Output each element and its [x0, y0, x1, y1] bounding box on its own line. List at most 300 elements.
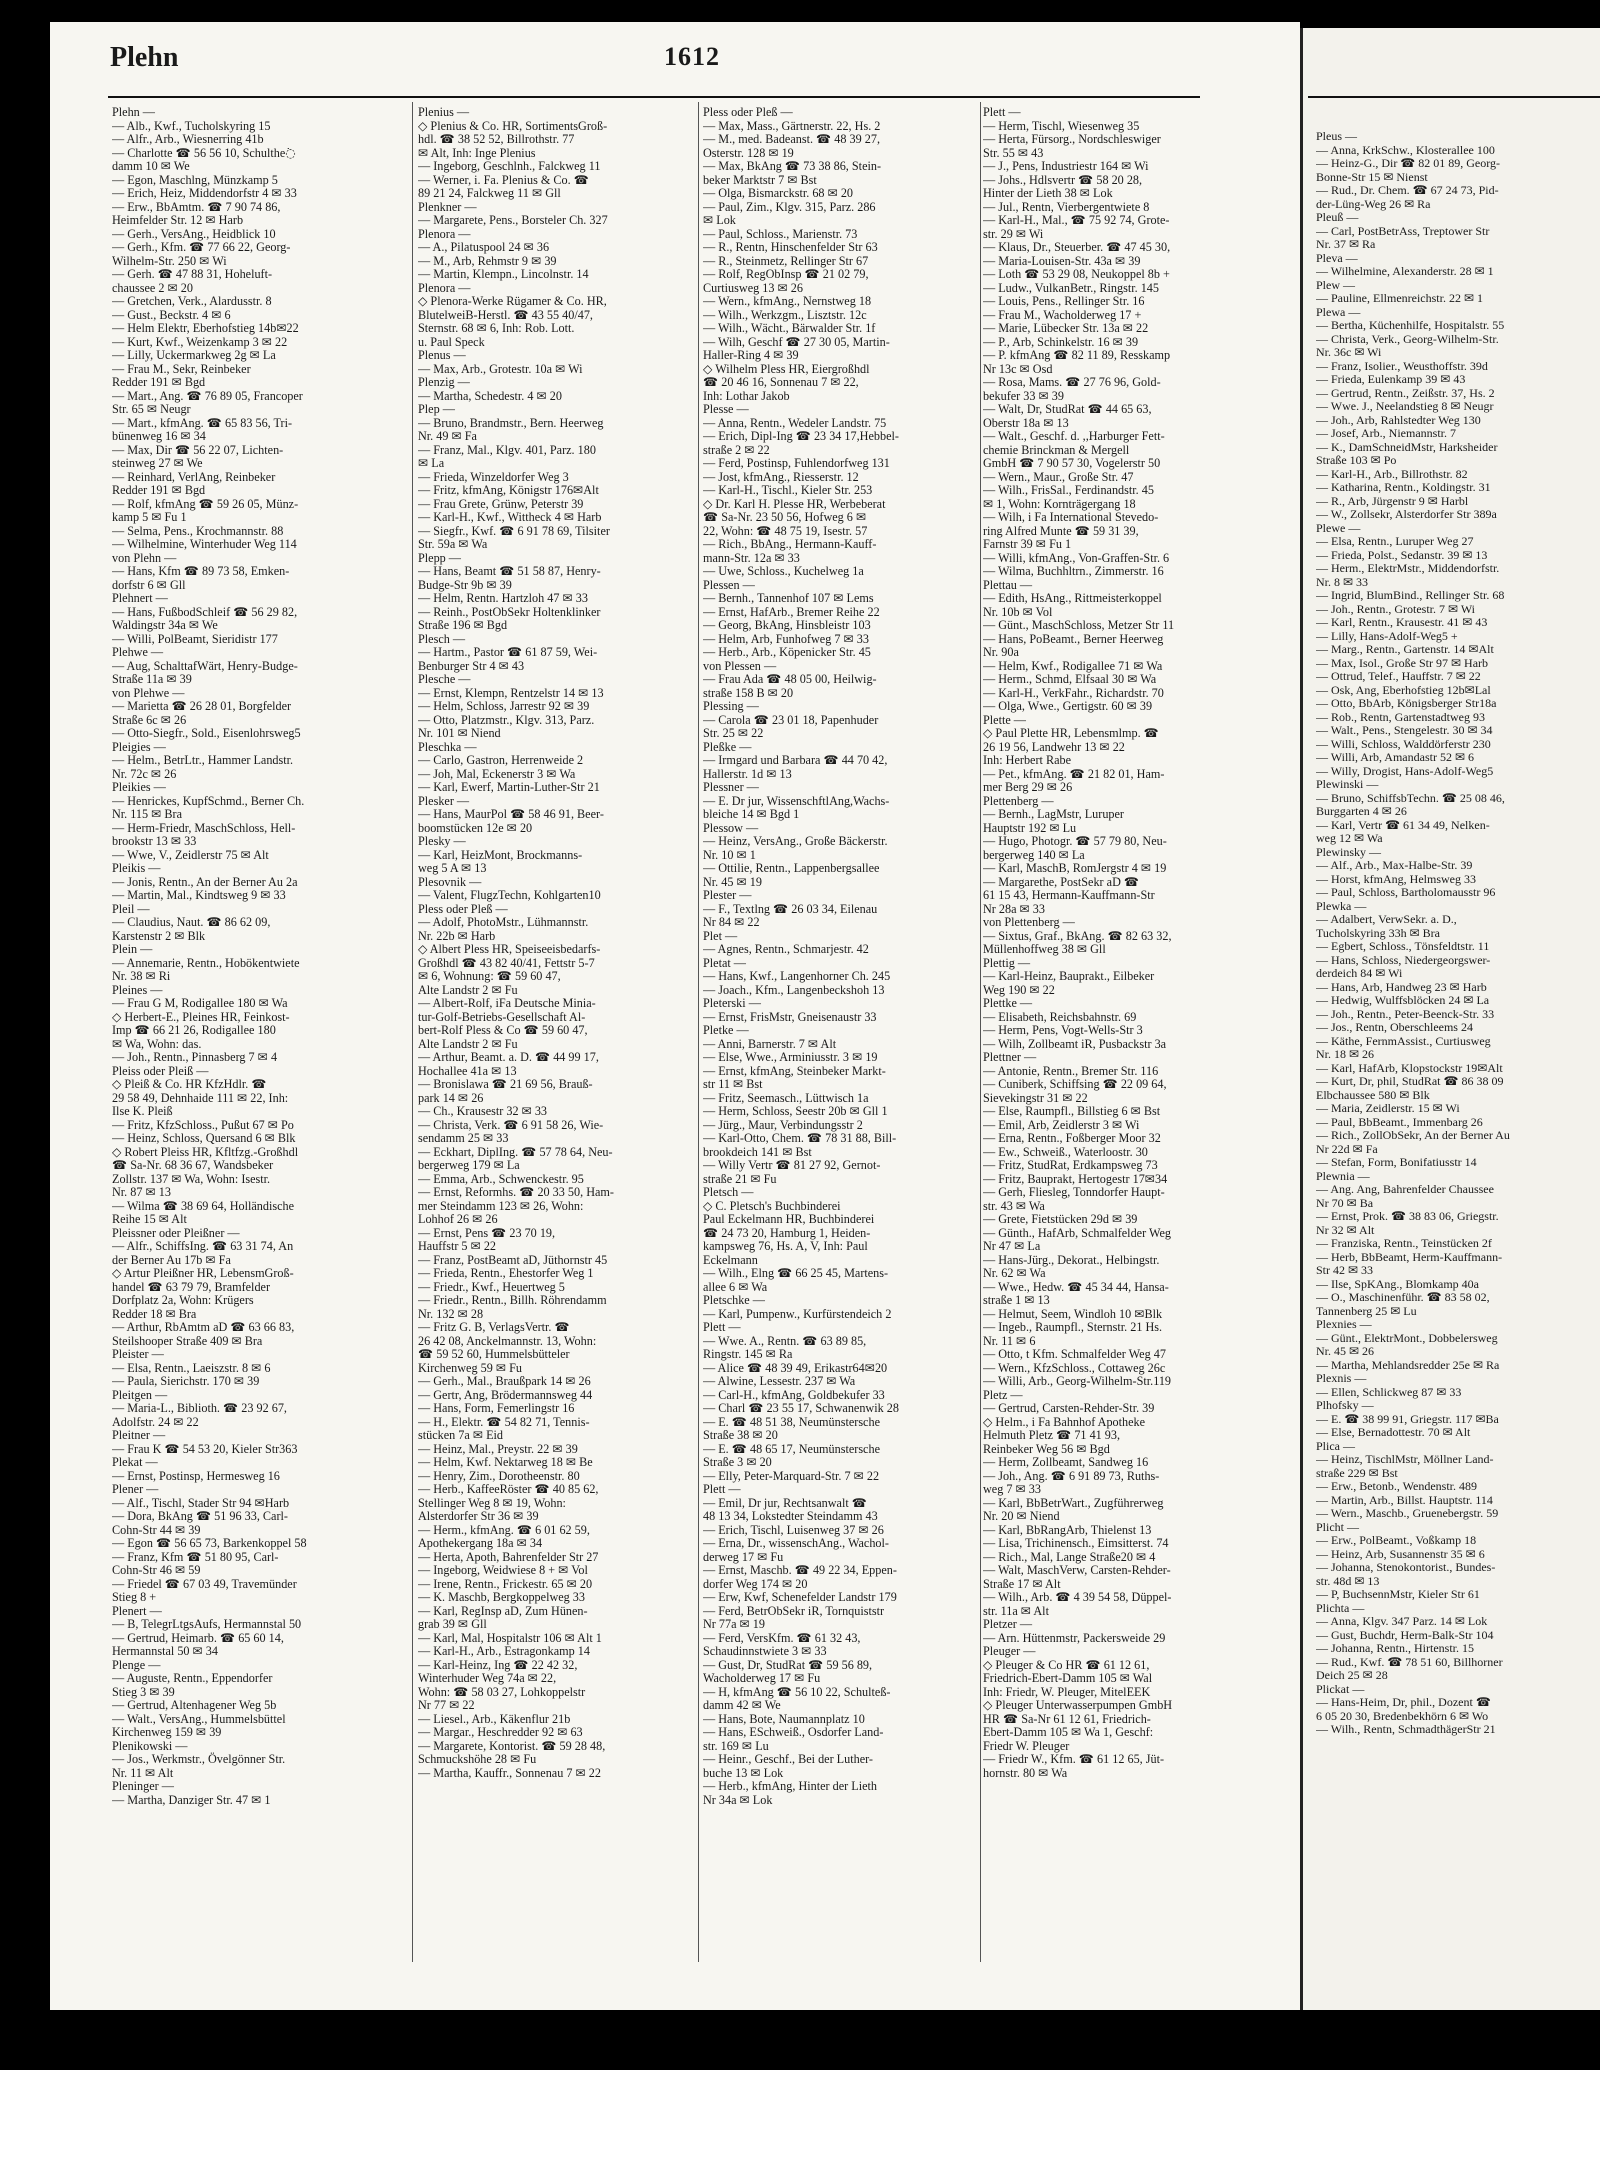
- directory-entry-line: Pleiss oder Pleiß —: [112, 1063, 209, 1078]
- directory-entry-line: — Frieda, Polst., Sedanstr. 39 ✉ 13: [1316, 547, 1488, 562]
- directory-entry-line: — Wilma, Buchhltrn., Zimmerstr. 16: [983, 564, 1164, 578]
- directory-entry-line: — Jost, kfmAng., Riesserstr. 12: [703, 469, 859, 484]
- directory-entry-line: — Fritz, KfzSchloss., Pußut 67 ✉ Po: [112, 1117, 294, 1132]
- directory-entry-line: — Karl-H., Arb., Billrothstr. 82: [1316, 466, 1468, 481]
- directory-entry-line: — Frieda, Eulenkamp 39 ✉ 43: [1316, 372, 1466, 386]
- directory-entry-line: Wacholderweg 17 ✉ Fu: [703, 1671, 821, 1685]
- directory-entry-line: Pleissner oder Pleißner —: [112, 1225, 240, 1240]
- directory-entry-line: — Joh., Arb, Rahlstedter Weg 130: [1316, 412, 1481, 427]
- directory-entry-line: 61 15 43, Hermann-Kauffmann-Str: [983, 888, 1155, 902]
- directory-entry-line: — Ludw., VulkanBetr., Ringstr. 145: [983, 280, 1159, 295]
- directory-entry-line: — Maria-Louisen-Str. 43a ✉ 39: [983, 253, 1141, 268]
- directory-entry-line: Pletke —: [703, 1023, 749, 1037]
- directory-entry-line: ☎ 59 52 60, Hummelsbütteler: [418, 1347, 570, 1361]
- directory-entry-line: Nr. 45 ✉ 19: [703, 874, 762, 889]
- directory-entry-line: Eckelmann: [703, 1252, 758, 1267]
- directory-entry-line: — Adalbert, VerwSekr. a. D.,: [1316, 912, 1457, 926]
- directory-entry-line: — Wilma ☎ 38 69 64, Holländische: [112, 1198, 295, 1213]
- directory-entry-line: — Ang. Ang, Bahrenfelder Chaussee: [1316, 1182, 1494, 1196]
- directory-entry-line: Nr 77a ✉ 19: [703, 1617, 765, 1631]
- directory-entry-line: — Gertrud, Heimarb. ☎ 65 60 14,: [112, 1630, 284, 1645]
- directory-entry-line: — Else, Raumpfl., Billstieg 6 ✉ Bst: [983, 1104, 1161, 1118]
- directory-entry-line: Hauptstr 192 ✉ Lu: [983, 820, 1077, 835]
- directory-entry-line: — Friedel ☎ 67 03 49, Travemünder: [112, 1576, 297, 1591]
- directory-entry-line: Straße 6c ✉ 26: [112, 712, 187, 727]
- directory-entry-line: ✉ Wa, Wohn: das.: [112, 1036, 202, 1051]
- directory-entry-line: Budge-Str 9b ✉ 39: [418, 577, 512, 592]
- directory-entry-line: — Fritz, Bauprakt, Hertogestr 17✉34: [983, 1171, 1168, 1186]
- directory-entry-line: — Rud., Dr. Chem. ☎ 67 24 73, Pid-: [1316, 183, 1499, 197]
- directory-entry-line: Nr. 90a: [983, 645, 1019, 659]
- directory-entry-line: ◇ C. Pletsch's Buchbinderei: [703, 1198, 841, 1213]
- directory-entry-line: Plettau —: [983, 577, 1033, 592]
- directory-entry-line: dorfstr 6 ✉ Gll: [112, 577, 186, 592]
- directory-entry-line: — Karl, BbBetrWart., Zugführerweg: [983, 1495, 1164, 1510]
- directory-entry-line: — Heinz-G., Dir ☎ 82 01 89, Georg-: [1316, 156, 1501, 170]
- directory-entry-line: Nr 22d ✉ Fa: [1316, 1141, 1378, 1156]
- directory-entry-line: — Willi, kfmAng., Von-Graffen-Str. 6: [983, 550, 1170, 565]
- directory-entry-line: Nr. 22b ✉ Harb: [418, 928, 496, 943]
- directory-entry-line: — Jos., Rentn, Oberschleems 24: [1316, 1020, 1473, 1034]
- directory-entry-line: weg 7 ✉ 33: [983, 1482, 1041, 1496]
- directory-entry-line: — Johanna, Rentn., Hirtenstr. 15: [1316, 1641, 1474, 1655]
- directory-entry-line: — Fritz, StudRat, Erdkampsweg 73: [983, 1158, 1158, 1172]
- directory-entry-line: Nr. 36c ✉ Wi: [1316, 345, 1382, 359]
- directory-entry-line: — Selma, Pens., Krochmannstr. 88: [112, 523, 284, 538]
- directory-entry-line: Str. 59a ✉ Wa: [418, 537, 488, 551]
- directory-entry-line: — Gust., Beckstr. 4 ✉ 6: [112, 307, 231, 322]
- directory-entry-line: — Walt, Dr, StudRat ☎ 44 65 63,: [983, 402, 1152, 416]
- directory-entry-line: — Emil, Arb, Zeidlerstr 3 ✉ Wi: [983, 1117, 1140, 1132]
- directory-entry-line: sendamm 25 ✉ 33: [418, 1131, 509, 1145]
- directory-entry-line: — Ingrid, BlumBind., Rellinger Str. 68: [1316, 588, 1505, 602]
- directory-entry-line: Str. 65 ✉ Neugr: [112, 402, 191, 416]
- directory-entry-line: — Heinz, Schloss, Quersand 6 ✉ Blk: [112, 1131, 296, 1145]
- directory-entry-line: — P. kfmAng ☎ 82 11 89, Resskamp: [983, 348, 1171, 362]
- directory-entry-line: — K. Maschb, Bergkoppelweg 33: [418, 1590, 585, 1604]
- directory-entry-line: — Ernst, Pens ☎ 23 70 19,: [418, 1225, 556, 1240]
- directory-entry-line: park 14 ✉ 26: [418, 1090, 484, 1105]
- directory-entry-line: Plessen —: [703, 577, 755, 592]
- directory-entry-line: Plein —: [112, 942, 153, 956]
- directory-entry-line: — Franziska, Rentn., Teinstücken 2f: [1316, 1236, 1492, 1250]
- directory-entry-line: — Gertrud, Rentn., Zeißstr. 37, Hs. 2: [1316, 385, 1495, 400]
- directory-entry-line: Redder 191 ✉ Bgd: [112, 483, 206, 497]
- directory-entry-line: Nr. 115 ✉ Bra: [112, 807, 183, 821]
- directory-entry-line: Pleva —: [1316, 250, 1358, 265]
- directory-entry-line: Plenora —: [418, 226, 471, 241]
- directory-entry-line: Bonne-Str 15 ✉ Nienst: [1316, 169, 1428, 184]
- directory-entry-line: — Erw, Kwf, Schenefelder Landstr 179: [703, 1590, 897, 1604]
- directory-entry-line: — Charl ☎ 23 55 17, Schwanenwik 28: [703, 1401, 899, 1415]
- directory-entry-line: — Herm., ElektrMstr., Middendorfstr.: [1316, 561, 1500, 575]
- directory-entry-line: — Rich., BbAng., Hermann-Kauff-: [703, 537, 877, 551]
- directory-entry-line: — Rob., Rentn, Gartenstadtweg 93: [1316, 709, 1485, 724]
- directory-entry-line: Pless oder Pleß —: [703, 106, 793, 119]
- directory-entry-line: von Plettenberg —: [983, 915, 1075, 929]
- directory-entry-line: — Herm, Tischl, Wiesenweg 35: [983, 118, 1140, 133]
- directory-entry-line: — Ernst, Reformhs. ☎ 20 33 50, Ham-: [418, 1185, 614, 1199]
- directory-entry-line: — Herb., kfmAng, Hinter der Lieth: [703, 1779, 877, 1793]
- directory-entry-line: — Dora, BkAng ☎ 51 96 33, Carl-: [112, 1509, 288, 1523]
- directory-entry-line: ◇ Dr. Karl H. Plesse HR, Werbeberat: [703, 496, 886, 511]
- directory-entry-line: — Johanna, Stenokontorist., Bundes-: [1316, 1560, 1496, 1574]
- directory-entry-line: — H, kfmAng ☎ 56 10 22, Schulteß-: [703, 1684, 891, 1699]
- directory-entry-line: — Gust, Buchdr, Herm-Balk-Str 104: [1316, 1627, 1494, 1642]
- directory-entry-line: — Rud., Kwf. ☎ 78 51 60, Billhorner: [1316, 1654, 1503, 1669]
- directory-entry-line: — Gerh. ☎ 47 88 31, Hoheluft-: [112, 267, 273, 281]
- directory-entry-line: Schaudinnstwiete 3 ✉ 33: [703, 1644, 827, 1658]
- directory-entry-line: Plhofsky —: [1316, 1398, 1374, 1412]
- directory-entry-line: — Charlotte ☎ 56 56 10, Schulthe߭: [112, 145, 296, 160]
- directory-entry-line: — Frau Ada ☎ 48 05 00, Heilwig-: [703, 672, 877, 686]
- directory-entry-line: — Walt, MaschVerw, Carsten-Rehder-: [983, 1563, 1171, 1577]
- directory-entry-line: — Hans-Jürg., Dekorat., Helbingstr.: [983, 1252, 1160, 1267]
- directory-entry-line: str. 43 ✉ Wa: [983, 1198, 1045, 1213]
- directory-entry-line: — Käthe, FernmAssist., Curtiusweg: [1316, 1033, 1491, 1048]
- directory-entry-line: — Erna, Dr., wissenschAng., Wachol-: [703, 1536, 889, 1550]
- column-divider: [698, 102, 699, 1962]
- directory-entry-line: — Otto, t Kfm. Schmalfelder Weg 47: [983, 1347, 1166, 1361]
- directory-entry-line: ✉ La: [418, 456, 445, 470]
- directory-entry-line: — Alf., Tischl, Stader Str 94 ✉Harb: [112, 1495, 290, 1510]
- directory-entry-line: — Helm, Schloss, Jarrestr 92 ✉ 39: [418, 699, 590, 713]
- directory-entry-line: — Jos., Werkmstr., Övelgönner Str.: [112, 1752, 286, 1766]
- directory-entry-line: Pleterski —: [703, 996, 761, 1010]
- directory-entry-line: — Ingeb., Raumpfl., Sternstr. 21 Hs.: [983, 1320, 1163, 1334]
- directory-entry-line: ✉ Alt, Inh: Inge Plenius: [418, 145, 536, 160]
- directory-entry-line: — Carlo, Gastron, Herrenweide 2: [418, 753, 584, 767]
- directory-entry-line: Pless oder Pleß —: [418, 901, 508, 916]
- directory-entry-line: Plenzig —: [418, 375, 470, 389]
- directory-entry-line: — Albert-Rolf, iFa Deutsche Minia-: [418, 996, 596, 1010]
- directory-entry-line: ◇ Wilhelm Pless HR, Eiergroßhdl: [703, 361, 870, 376]
- directory-entry-line: — Frau M., Sekr, Reinbeker: [112, 361, 251, 376]
- directory-entry-line: — Ch., Krausestr 32 ✉ 33: [418, 1104, 548, 1118]
- directory-entry-line: — Margarete, Pens., Borsteler Ch. 327: [418, 213, 608, 227]
- directory-entry-line: — Hedwig, Wulffsblöcken 24 ✉ La: [1316, 993, 1490, 1007]
- directory-entry-line: — B, TelegrLtgsAufs, Hermannstal 50: [112, 1617, 302, 1631]
- directory-entry-line: kampsweg 76, Hs. A, V, Inh: Paul: [703, 1239, 868, 1253]
- directory-entry-line: — Bertha, Küchenhilfe, Hospitalstr. 55: [1316, 318, 1505, 332]
- directory-entry-line: — Rolf, kfmAng ☎ 59 26 05, Münz-: [112, 496, 299, 511]
- directory-entry-line: ✉ 6, Wohnung: ☎ 59 60 47,: [418, 969, 561, 983]
- directory-entry-line: ◇ Herbert-E., Pleines HR, Feinkost-: [112, 1009, 290, 1024]
- directory-entry-line: — Ferd, VersKfm. ☎ 61 32 43,: [703, 1630, 861, 1645]
- directory-entry-line: — Frau K ☎ 54 53 20, Kieler Str363: [112, 1441, 298, 1456]
- directory-entry-line: Nr. 11 ✉ Alt: [112, 1765, 174, 1780]
- directory-entry-line: allee 6 ✉ Wa: [703, 1279, 768, 1294]
- directory-entry-line: — Max, Dir ☎ 56 22 07, Lichten-: [112, 442, 284, 457]
- directory-entry-line: — Karl, Ewerf, Martin-Luther-Str 21: [418, 780, 600, 794]
- directory-entry-line: — Wilh., Wächt., Bärwalder Str. 1f: [703, 321, 876, 335]
- directory-entry-line: — Erna, Rentn., Foßberger Moor 32: [983, 1131, 1161, 1145]
- directory-entry-line: — Henrickes, KupfSchmd., Berner Ch.: [112, 793, 305, 808]
- directory-entry-line: — Ernst, Postinsp, Hermesweg 16: [112, 1468, 280, 1483]
- directory-entry-line: — Günth., HafArb, Schmalfelder Weg: [983, 1225, 1171, 1240]
- directory-entry-line: — Mart., Ang. ☎ 76 89 05, Francoper: [112, 388, 303, 403]
- directory-entry-line: — Martin, Klempn., Lincolnstr. 14: [418, 267, 589, 281]
- directory-entry-line: — Else, Wwe., Arminiusstr. 3 ✉ 19: [703, 1050, 878, 1064]
- directory-entry-line: damm 42 ✉ We: [703, 1698, 781, 1712]
- directory-entry-line: Hermannstal 50 ✉ 34: [112, 1644, 218, 1658]
- directory-entry-line: — E. ☎ 48 51 38, Neumünstersche: [703, 1414, 880, 1429]
- directory-entry-line: — Willi, PolBeamt, Sieridistr 177: [112, 631, 278, 646]
- directory-entry-line: — Wilh., Arb. ☎ 4 39 54 58, Düppel-: [983, 1590, 1172, 1604]
- directory-entry-line: — Frau G M, Rodigallee 180 ✉ Wa: [112, 996, 288, 1010]
- directory-entry-line: — Marietta ☎ 26 28 01, Borgfelder: [112, 699, 292, 713]
- directory-entry-line: — Herm-Friedr, MaschSchloss, Hell-: [112, 820, 296, 835]
- directory-entry-line: ◇ Pleuger Unterwasserpumpen GmbH: [983, 1698, 1173, 1712]
- directory-entry-line: — Martha, Danziger Str. 47 ✉ 1: [112, 1792, 271, 1807]
- directory-entry-line: Nr 34a ✉ Lok: [703, 1792, 773, 1807]
- directory-entry-line: — Josef, Arb., Niemannstr. 7: [1316, 426, 1456, 440]
- directory-entry-line: Nr. 10 ✉ 1: [703, 847, 756, 862]
- directory-entry-line: — Ferd, Postinsp, Fuhlendorfweg 131: [703, 456, 890, 470]
- directory-entry-line: — Jul., Rentn, Vierbergentwiete 8: [983, 199, 1150, 214]
- directory-entry-line: — Gertr, Ang, Brödermannsweg 44: [418, 1387, 593, 1402]
- directory-entry-line: — Arn. Hüttenmstr, Packersweide 29: [983, 1630, 1166, 1645]
- directory-entry-line: — Franz, PostBeamt aD, Jüthornstr 45: [418, 1252, 608, 1267]
- directory-entry-line: bekufer 33 ✉ 39: [983, 388, 1064, 403]
- directory-entry-line: — Klaus, Dr., Steuerber. ☎ 47 45 30,: [983, 240, 1171, 254]
- directory-entry-line: — Margarethe, PostSekr aD ☎: [983, 874, 1140, 889]
- directory-entry-line: — Wilh., Werkzgm., Lisztstr. 12c: [703, 307, 867, 322]
- directory-entry-line: ☎ 20 46 16, Sonnenau 7 ✉ 22,: [703, 375, 859, 389]
- directory-entry-line: — Maria-L., Biblioth. ☎ 23 92 67,: [112, 1401, 287, 1415]
- directory-entry-line: — Rich., ZollObSekr, An der Berner Au: [1316, 1128, 1510, 1142]
- directory-entry-line: — Martha, Mehlandsredder 25e ✉ Ra: [1316, 1357, 1500, 1372]
- directory-entry-line: Deich 25 ✉ 28: [1316, 1668, 1388, 1682]
- directory-entry-line: Osterstr. 128 ✉ 19: [703, 145, 794, 160]
- directory-entry-line: — Helmut, Seem, Windloh 10 ✉Blk: [983, 1306, 1163, 1321]
- directory-entry-line: — Elly, Peter-Marquard-Str. 7 ✉ 22: [703, 1468, 880, 1483]
- directory-entry-line: — Gertrud, Altenhagener Weg 5b: [112, 1698, 277, 1712]
- directory-entry-line: ◇ Albert Pless HR, Speiseeisbedarfs-: [418, 942, 601, 956]
- directory-entry-line: — Stefan, Form, Bonifatiusstr 14: [1316, 1155, 1477, 1169]
- directory-entry-line: — Hans, PoBeamt., Berner Heerweg: [983, 631, 1164, 646]
- directory-entry-line: — Louis, Pens., Rellinger Str. 16: [983, 294, 1145, 308]
- directory-entry-line: Sievekingstr 31 ✉ 22: [983, 1090, 1088, 1105]
- directory-entry-line: Plica —: [1316, 1438, 1355, 1453]
- directory-entry-line: Plesch —: [418, 631, 466, 646]
- directory-entry-line: — Uwe, Schloss., Kuchelweg 1a: [703, 564, 864, 578]
- directory-entry-line: Nr. 8 ✉ 33: [1316, 574, 1369, 589]
- directory-entry-line: Alte Landstr 2 ✉ Fu: [418, 1036, 518, 1051]
- directory-entry-line: — Loth ☎ 53 29 08, Neukoppel 8b +: [983, 267, 1170, 281]
- directory-entry-line: — Helm, Kwf., Rodigallee 71 ✉ Wa: [983, 658, 1163, 673]
- directory-entry-line: ✉ Lok: [703, 213, 736, 227]
- directory-entry-line: bergerweg 140 ✉ La: [983, 847, 1085, 862]
- directory-entry-line: buche 13 ✉ Lok: [703, 1765, 784, 1780]
- directory-entry-line: Nr 84 ✉ 22: [703, 915, 760, 929]
- directory-entry-line: — Joh., Rentn., Peter-Beenck-Str. 33: [1316, 1006, 1495, 1021]
- directory-entry-line: — Katharina, Rentn., Koldingstr. 31: [1316, 480, 1491, 494]
- directory-entry-line: Pleuger —: [983, 1644, 1036, 1658]
- directory-entry-line: beker Marktstr 7 ✉ Bst: [703, 172, 817, 187]
- directory-entry-line: Plewka —: [1316, 898, 1367, 913]
- directory-entry-line: — Hans, Kwf., Langenhorner Ch. 245: [703, 969, 891, 983]
- directory-entry-line: Lohhof 26 ✉ 26: [418, 1212, 498, 1226]
- directory-entry-line: bert-Rolf Pless & Co ☎ 59 60 47,: [418, 1023, 588, 1037]
- directory-entry-line: — Christa, Verk. ☎ 6 91 58 26, Wie-: [418, 1117, 604, 1132]
- directory-entry-line: Straße 196 ✉ Bgd: [418, 618, 508, 632]
- directory-entry-line: 26 42 08, Anckelmannstr. 13, Wohn:: [418, 1333, 597, 1348]
- directory-entry-line: Farnstr 39 ✉ Fu 1: [983, 537, 1072, 551]
- directory-entry-line: — Willi, Arb, Amandastr 52 ✉ 6: [1316, 750, 1475, 764]
- directory-entry-line: — E. ☎ 38 99 91, Griegstr. 117 ✉Ba: [1316, 1411, 1499, 1426]
- directory-entry-line: — Elisabeth, Reichsbahnstr. 69: [983, 1009, 1137, 1024]
- directory-entry-line: — Otto, BbArb, Königsberger Str18a: [1316, 696, 1497, 710]
- directory-entry-line: Plexnies —: [1316, 1317, 1372, 1331]
- directory-entry-line: — Egon ☎ 56 65 73, Barkenkoppel 58: [112, 1536, 307, 1550]
- directory-entry-line: — Friedr., Rentn., Billh. Röhrendamm: [418, 1293, 607, 1307]
- directory-entry-line: — Willy, Drogist, Hans-Adolf-Weg5: [1316, 763, 1494, 778]
- directory-entry-line: — Olga, Bismarckstr. 68 ✉ 20: [703, 186, 854, 200]
- directory-entry-line: Heimfelder Str. 12 ✉ Harb: [112, 213, 244, 227]
- directory-entry-line: Nr. 38 ✉ Ri: [112, 969, 171, 983]
- directory-entry-line: — Arthur, RbAmtm aD ☎ 63 66 83,: [112, 1320, 295, 1334]
- directory-entry-line: Pleßke —: [703, 739, 752, 754]
- directory-entry-line: — Anna, Rentn., Wedeler Landstr. 75: [703, 415, 887, 430]
- directory-entry-line: Nr 13c ✉ Osd: [983, 361, 1053, 376]
- directory-entry-line: — Wern., Maschb., Gruenebergstr. 59: [1316, 1506, 1499, 1520]
- directory-entry-line: Plet —: [703, 928, 738, 943]
- directory-entry-line: Zollstr. 137 ✉ Wa, Wohn: Isestr.: [112, 1171, 271, 1186]
- directory-entry-line: straße 21 ✉ Fu: [703, 1171, 777, 1186]
- directory-entry-line: Cohn-Str 46 ✉ 59: [112, 1563, 201, 1577]
- directory-entry-line: — Karl, HafArb, Klopstockstr 19✉Alt: [1316, 1060, 1503, 1075]
- directory-entry-line: Plesovnik —: [418, 874, 482, 889]
- directory-entry-line: damm 10 ✉ We: [112, 159, 190, 173]
- directory-entry-line: — Joach., Kfm., Langenbeckshoh 13: [703, 982, 885, 997]
- directory-entry-line: Str. 55 ✉ 43: [983, 145, 1044, 160]
- directory-entry-line: — Christa, Verk., Georg-Wilhelm-Str.: [1316, 331, 1499, 346]
- directory-entry-line: Kirchenweg 159 ✉ 39: [112, 1725, 222, 1739]
- directory-entry-line: — Else, Bernadottestr. 70 ✉ Alt: [1316, 1425, 1471, 1439]
- directory-entry-line: — Walt., VersAng., Hummelsbüttel: [112, 1711, 286, 1726]
- directory-entry-line: ◇ Pleuger & Co HR ☎ 61 12 61,: [983, 1657, 1150, 1672]
- directory-entry-line: — Alfr., SchiffsIng. ☎ 63 31 74, An: [112, 1239, 294, 1253]
- directory-entry-line: — Karl-H., Arb., Estragonkamp 14: [418, 1644, 590, 1658]
- directory-entry-line: — Heinz, Arb, Susannenstr 35 ✉ 6: [1316, 1546, 1485, 1561]
- directory-entry-line: — Otto-Siegfr., Sold., Eisenlohrsweg5: [112, 726, 301, 740]
- directory-entry-line: — Irmgard und Barbara ☎ 44 70 42,: [703, 753, 888, 767]
- directory-entry-line: — Willy Vertr ☎ 81 27 92, Gernot-: [703, 1158, 881, 1172]
- directory-entry-line: von Plessen —: [703, 658, 777, 673]
- directory-entry-line: Redder 191 ✉ Bgd: [112, 375, 206, 389]
- directory-entry-line: Hochallee 41a ✉ 13: [418, 1063, 517, 1078]
- directory-entry-line: Nr. 72c ✉ 26: [112, 766, 177, 781]
- directory-entry-line: Plett —: [703, 1320, 741, 1334]
- directory-entry-line: — Frau Grete, Grünw, Peterstr 39: [418, 496, 584, 511]
- directory-entry-line: 22, Wohn: ☎ 48 75 19, Isestr. 57: [703, 523, 868, 538]
- directory-entry-line: Ebert-Damm 105 ✉ Wa 1, Geschf:: [983, 1725, 1154, 1739]
- directory-entry-line: — Bronislawa ☎ 21 69 56, Brauß-: [418, 1077, 593, 1091]
- directory-entry-line: derweg 17 ✉ Fu: [703, 1549, 784, 1564]
- directory-entry-line: — Hugo, Photogr. ☎ 57 79 80, Neu-: [983, 834, 1167, 848]
- directory-entry-line: — Martin, Mal., Kindtsweg 9 ✉ 33: [112, 888, 286, 902]
- directory-entry-line: — Fritz G. B, VerlagsVertr. ☎: [418, 1320, 570, 1334]
- directory-entry-line: Nr 77 ✉ 22: [418, 1698, 475, 1712]
- directory-entry-line: — Günt., MaschSchloss, Metzer Str 11: [983, 618, 1175, 632]
- directory-entry-line: — Auguste, Rentn., Eppendorfer: [112, 1671, 273, 1685]
- directory-entry-line: — Herm, Zollbeamt, Sandweg 16: [983, 1455, 1149, 1469]
- directory-entry-line: str. 29 ✉ Wi: [983, 226, 1044, 241]
- directory-entry-line: Apothekergang 18a ✉ 34: [418, 1536, 543, 1550]
- directory-entry-line: — Herm, Pens, Vogt-Wells-Str 3: [983, 1023, 1143, 1037]
- directory-entry-line: — Ew., Schweiß., Waterloostr. 30: [983, 1144, 1148, 1159]
- directory-entry-line: Benburger Str 4 ✉ 43: [418, 658, 525, 673]
- directory-entry-line: brookstr 13 ✉ 33: [112, 834, 197, 848]
- directory-entry-line: Nr 32 ✉ Alt: [1316, 1222, 1375, 1237]
- directory-entry-line: — Franz, Isolier., Weusthoffstr. 39d: [1316, 358, 1488, 373]
- directory-entry-line: Plekat —: [112, 1455, 158, 1469]
- directory-entry-line: Plett —: [703, 1482, 741, 1496]
- directory-entry-line: Ilse K. Pleiß: [112, 1104, 173, 1118]
- directory-entry-line: str. 11a ✉ Alt: [983, 1603, 1049, 1618]
- directory-entry-line: Str 42 ✉ 33: [1316, 1263, 1374, 1277]
- directory-entry-line: ◇ Artur Pleißner HR, LebensmGroß-: [112, 1266, 294, 1280]
- directory-entry-line: Plepp —: [418, 550, 461, 565]
- directory-entry-line: — Arthur, Beamt. a. D. ☎ 44 99 17,: [418, 1050, 599, 1064]
- directory-entry-line: Haller-Ring 4 ✉ 39: [703, 348, 799, 362]
- directory-entry-line: — Herb, BbBeamt, Herm-Kauffmann-: [1316, 1249, 1503, 1264]
- directory-entry-line: ☎ 24 73 20, Hamburg 1, Heiden-: [703, 1225, 871, 1240]
- directory-entry-line: steinweg 27 ✉ We: [112, 456, 203, 470]
- directory-entry-line: ◇ Robert Pleiss HR, Kfltfzg.-Großhdl: [112, 1144, 299, 1159]
- directory-column-5: [1316, 130, 1596, 1990]
- directory-entry-line: — Erw., BbAmtm. ☎ 7 90 74 86,: [112, 199, 281, 214]
- directory-entry-line: Pleitner —: [112, 1428, 166, 1442]
- directory-entry-line: — Anna, Klgv. 347 Parz. 14 ✉ Lok: [1316, 1614, 1488, 1628]
- directory-entry-line: — Paul, Schloss., Marienstr. 73: [703, 226, 858, 241]
- directory-entry-line: — Heinz, TischlMstr, Möllner Land-: [1316, 1452, 1494, 1466]
- directory-entry-line: Plester —: [703, 888, 752, 902]
- directory-entry-line: — Valent, FlugzTechn, Kohlgarten10: [418, 888, 601, 902]
- directory-entry-line: Nr. 20 ✉ Niend: [983, 1509, 1060, 1523]
- directory-entry-line: — Grete, Fietstücken 29d ✉ 39: [983, 1212, 1138, 1226]
- directory-entry-line: — Erich, Dipl-Ing ☎ 23 34 17,Hebbel-: [703, 429, 899, 443]
- directory-entry-line: Nr. 18 ✉ 26: [1316, 1047, 1375, 1061]
- directory-entry-line: Plesse —: [703, 402, 749, 416]
- directory-entry-line: — Wwe. A., Rentn. ☎ 63 89 85,: [703, 1333, 867, 1348]
- directory-entry-line: Pleikies —: [112, 780, 166, 794]
- directory-entry-line: Sternstr. 68 ✉ 6, Inh: Rob. Lott.: [418, 321, 575, 335]
- directory-entry-line: — Walt., Pens., Stengelestr. 30 ✉ 34: [1316, 723, 1493, 737]
- directory-entry-line: Plewe —: [1316, 520, 1361, 535]
- directory-entry-line: — Karl-Otto, Chem. ☎ 78 31 88, Bill-: [703, 1131, 897, 1145]
- directory-entry-line: 29 58 49, Dehnhaide 111 ✉ 22, Inh:: [112, 1090, 289, 1105]
- directory-entry-line: Pletz —: [983, 1387, 1023, 1402]
- directory-entry-line: stücken 7a ✉ Eid: [418, 1428, 504, 1442]
- directory-entry-line: — Lilly, Hans-Adolf-Weg5 +: [1316, 628, 1458, 643]
- directory-entry-line: — Helm, Kwf. Nektarweg 18 ✉ Be: [418, 1455, 593, 1469]
- directory-entry-line: Nr. 11 ✉ 6: [983, 1333, 1036, 1348]
- directory-column-3: [703, 106, 979, 1966]
- directory-entry-line: — Ferd, BetrObSekr iR, Tornquiststr: [703, 1603, 885, 1618]
- directory-entry-line: — Herm., kfmAng. ☎ 6 01 62 59,: [418, 1522, 590, 1537]
- directory-entry-line: Pleschka —: [418, 739, 477, 754]
- directory-entry-line: Straße 17 ✉ Alt: [983, 1576, 1061, 1591]
- directory-entry-line: 48 13 34, Lokstedter Steindamm 43: [703, 1509, 878, 1523]
- directory-entry-line: Plenius —: [418, 106, 470, 119]
- directory-entry-line: — Erw., PolBeamt., Voßkamp 18: [1316, 1533, 1477, 1547]
- directory-entry-line: Plenora —: [418, 280, 471, 295]
- directory-entry-line: — Wilh., FrisSal., Ferdinandstr. 45: [983, 483, 1154, 497]
- directory-entry-line: — Joh, Mal, Eckenerstr 3 ✉ Wa: [418, 766, 576, 781]
- directory-entry-line: — Martha, Kauffr., Sonnenau 7 ✉ 22: [418, 1765, 601, 1780]
